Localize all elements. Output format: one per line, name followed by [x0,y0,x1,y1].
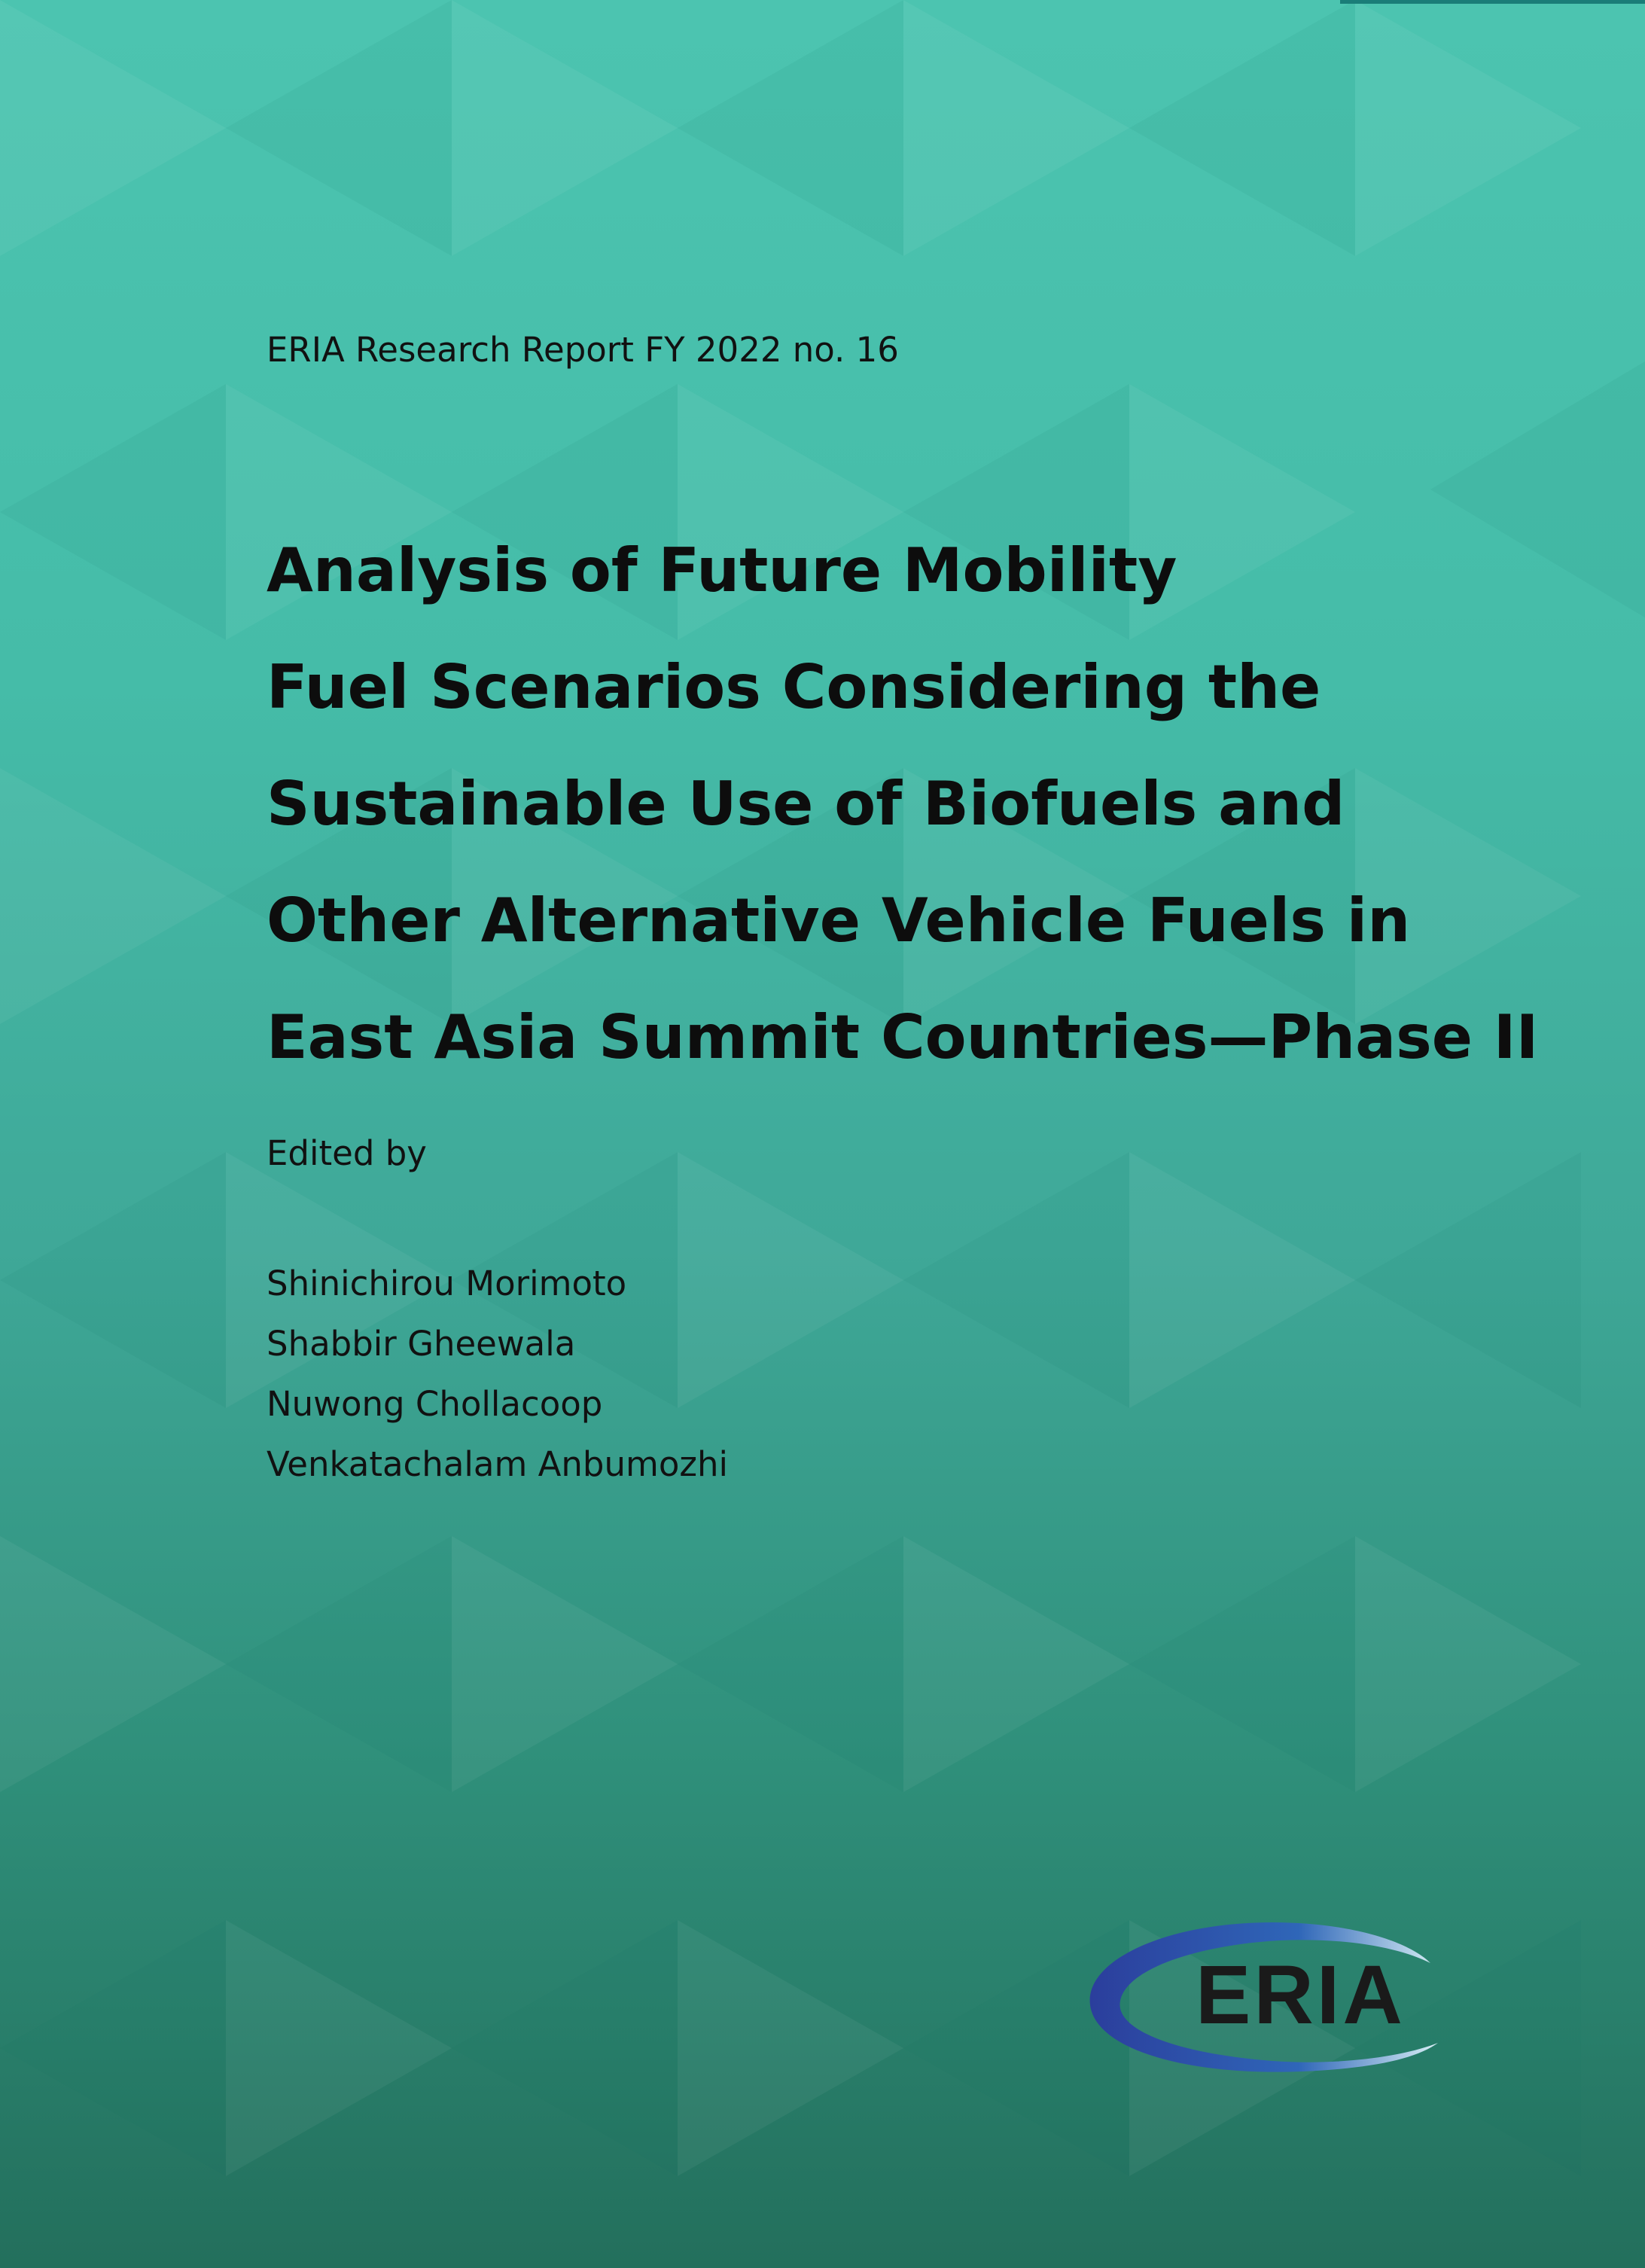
title-line-4: Other Alternative Vehicle Fuels in [267,886,1411,956]
editor-name: Shabbir Gheewala [267,1324,576,1364]
report-title [267,512,1546,1096]
editor-name: Venkatachalam Anbumozhi [267,1444,729,1484]
title-line-5: East Asia Summit Countries—Phase II [267,1002,1539,1072]
editor-list [267,1254,728,1495]
eria-logo [1084,1916,1468,2082]
edited-by-label: Edited by [267,1133,427,1173]
editor-name: Shinichirou Morimoto [267,1264,627,1303]
report-series-label: ERIA Research Report FY 2022 no. 16 [267,330,899,370]
logo-text: ERIA [1196,1949,1406,2041]
top-edge-bar [1340,0,1645,4]
title-line-2: Fuel Scenarios Considering the [267,652,1321,722]
title-line-1: Analysis of Future Mobility [267,535,1177,605]
editor-name: Nuwong Chollacoop [267,1384,603,1424]
title-line-3: Sustainable Use of Biofuels and [267,769,1345,839]
